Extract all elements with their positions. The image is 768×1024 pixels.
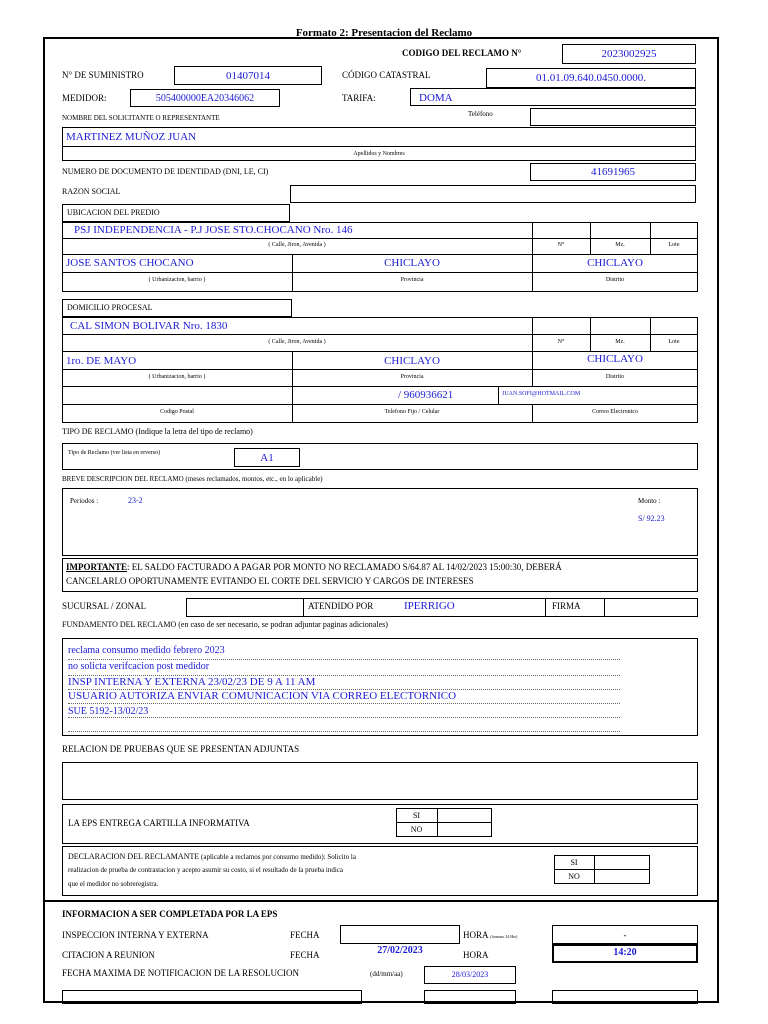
fundamento-line-1[interactable]: reclama consumo medido febrero 2023 <box>68 645 225 656</box>
declaracion-line2: realizacion de prueba de contrastacion y acepto asumir su costo, si el resultado de la prueba indica <box>68 866 344 874</box>
predio-label-box <box>62 204 290 222</box>
cartilla-si-checkbox[interactable] <box>437 808 492 822</box>
cartilla-si-label: SI <box>412 811 421 820</box>
domicilio-email-sub: Correo Electronico <box>592 409 638 415</box>
notificacion-fecha-field[interactable] <box>424 966 516 984</box>
declaracion-si-checkbox[interactable] <box>594 855 650 869</box>
tipo-reclamo-field[interactable] <box>234 448 300 467</box>
predio-urb-sub: ( Urbanizacion, barrio ) <box>148 277 206 283</box>
citacion-hora-field[interactable] <box>552 944 698 963</box>
medidor-value: 505400000EA20346062 <box>155 93 255 104</box>
importante-text1: : EL SALDO FACTURADO A PAGAR POR MONTO NO RECLAMADO S/64.87 AL 14/02/2023 15:00:30, DEBERÁ <box>127 562 562 572</box>
cartilla-label: LA EPS ENTREGA CARTILLA INFORMATIVA <box>68 818 250 828</box>
page-title: Formato 2: Presentacion del Reclamo <box>295 27 473 39</box>
catastral-label: CÓDIGO CATASTRAL <box>342 70 431 80</box>
eps-title: INFORMACION A SER COMPLETADA POR LA EPS <box>62 909 278 919</box>
declaracion-no-label: NO <box>568 872 580 881</box>
declaracion-lead: DECLARACION DEL RECLAMANTE <box>68 852 200 861</box>
domicilio-dist-sub: Distrito <box>605 374 625 380</box>
bottom-field-3[interactable] <box>552 990 698 1004</box>
descripcion-label: BREVE DESCRIPCION DEL RECLAMO (meses reclamados, montos, etc., en lo aplicable) <box>62 475 323 483</box>
periodos-label: Periodos : <box>70 497 99 505</box>
medidor-field[interactable] <box>130 89 280 107</box>
domicilio-urb-sub: ( Urbanizacion, barrio ) <box>148 374 206 380</box>
fundamento-line-4[interactable]: USUARIO AUTORIZA ENVIAR COMUNICACION VIA CORREO ELECTORNICO <box>68 690 457 702</box>
razon-social-field[interactable] <box>290 185 696 203</box>
atendido-value[interactable]: IPERRIGO <box>404 600 455 612</box>
catastral-field[interactable] <box>486 68 696 88</box>
periodos-value[interactable]: 23-2 <box>128 496 143 505</box>
notificacion-formato: (dd/mm/aa) <box>370 970 403 978</box>
inspeccion-fecha-label: FECHA <box>290 930 320 940</box>
citacion-hora-value: 14:20 <box>613 947 637 958</box>
medidor-label: MEDIDOR: <box>62 93 107 103</box>
tipo-reclamo-box <box>62 443 698 470</box>
domicilio-distrito-value[interactable]: CHICLAYO <box>587 353 643 365</box>
notificacion-label: FECHA MAXIMA DE NOTIFICACION DE LA RESOLUCION <box>62 968 300 978</box>
domicilio-calle-sub: ( Calle, Jiron, Avenida ) <box>268 339 326 345</box>
declaracion-line3: que el medidor no sobreregistra. <box>68 880 159 888</box>
bottom-field-2[interactable] <box>424 990 516 1004</box>
tipo-reclamo-label: TIPO DE RECLAMO (Indique la letra del tipo de reclamo) <box>62 427 253 436</box>
domicilio-lote-label: Lote <box>668 339 680 345</box>
declaracion-si-label: SI <box>570 858 578 867</box>
solicitante-sub: Apellidos y Nombres <box>353 151 405 157</box>
suministro-label: N° DE SUMINISTRO <box>62 70 144 80</box>
citacion-hora-label: HORA <box>463 950 489 960</box>
codigo-reclamo-label: CODIGO DEL RECLAMO N° <box>402 48 522 58</box>
domicilio-n-label: N° <box>557 339 565 345</box>
predio-distrito-value[interactable]: CHICLAYO <box>587 257 643 269</box>
tarifa-value: DOMA <box>419 92 453 104</box>
suministro-value: 01407014 <box>226 70 270 82</box>
cartilla-no-label: NO <box>410 825 423 834</box>
citacion-label: CITACION A REUNION <box>62 950 155 960</box>
domicilio-email-value[interactable]: JUAN.SOFI@HOTMAIL.COM <box>502 391 581 397</box>
inspeccion-label: INSPECCION INTERNA Y EXTERNA <box>62 930 209 940</box>
sucursal-field[interactable] <box>186 598 303 617</box>
telefono-label: Teléfono <box>468 110 493 118</box>
citacion-fecha-field[interactable] <box>340 944 460 962</box>
domicilio-tel-sub: Telefono Fijo / Celular <box>384 409 440 415</box>
predio-urb-value[interactable]: JOSE SANTOS CHOCANO <box>66 257 194 269</box>
pruebas-label: RELACION DE PRUEBAS QUE SE PRESENTAN ADJUNTAS <box>62 744 300 754</box>
domicilio-label-box <box>62 299 292 317</box>
tipo-reclamo-sub: Tipo de Reclamo (ver lista en reverso) <box>68 450 161 456</box>
suministro-field[interactable] <box>174 66 322 85</box>
codigo-reclamo-field[interactable] <box>562 44 696 64</box>
telefono-field[interactable] <box>530 108 696 126</box>
inspeccion-hora-value: - <box>623 930 627 940</box>
predio-lote-label: Lote <box>668 242 680 248</box>
importante-line2: CANCELARLO OPORTUNAMENTE EVITANDO EL CORTE DEL SERVICIO Y CARGOS DE INTERESES <box>66 576 474 586</box>
tarifa-label: TARIFA: <box>342 93 376 103</box>
catastral-value: 01.01.09.640.0450.0000. <box>536 72 646 84</box>
fundamento-line-5[interactable]: SUE 5192-13/02/23 <box>68 706 149 717</box>
citacion-fecha-value: 27/02/2023 <box>377 945 423 956</box>
predio-dist-sub: Distrito <box>605 277 625 283</box>
solicitante-value[interactable]: MARTINEZ MUÑOZ JUAN <box>66 131 197 143</box>
monto-label: Monto : <box>638 497 661 505</box>
domicilio-cp-sub: Codigo Postal <box>160 409 194 415</box>
solicitante-label: NOMBRE DEL SOLICITANTE O REPRESENTANTE <box>62 114 220 122</box>
declaracion-no-checkbox[interactable] <box>594 869 650 884</box>
fundamento-line-3[interactable]: INSP INTERNA Y EXTERNA 23/02/23 DE 9 A 11 AM <box>68 676 316 688</box>
declaracion-line1 <box>68 853 356 861</box>
fundamento-line-2[interactable]: no solicta verifcacion post medidor <box>68 661 210 672</box>
pruebas-field[interactable] <box>62 762 698 800</box>
predio-mz-label: Mz. <box>615 242 625 248</box>
notificacion-fecha-value: 28/03/2023 <box>451 970 489 979</box>
domicilio-mz-label: Mz. <box>615 339 625 345</box>
predio-prov-sub: Provincia <box>400 277 424 283</box>
domicilio-provincia-value[interactable]: CHICLAYO <box>384 355 440 367</box>
domicilio-label: DOMICILIO PROCESAL <box>67 303 153 312</box>
domicilio-box <box>62 317 698 423</box>
predio-label: UBICACION DEL PREDIO <box>67 208 160 217</box>
tarifa-field[interactable] <box>410 88 696 106</box>
inspeccion-fecha-field[interactable] <box>340 925 460 944</box>
predio-calle-sub: ( Calle, Jiron, Avenida ) <box>268 242 326 248</box>
descripcion-box <box>62 488 698 556</box>
bottom-field-1[interactable] <box>62 990 362 1004</box>
codigo-reclamo-value: 2023002925 <box>601 48 657 60</box>
documento-field[interactable] <box>530 163 696 181</box>
inspeccion-hora-field[interactable] <box>552 925 698 944</box>
hora-format-note: (formato 24 Hrs) <box>490 934 518 939</box>
predio-n-label: N° <box>557 242 565 248</box>
fundamento-label: FUNDAMENTO DEL RECLAMO (en caso de ser necesario, se podran adjuntar paginas adicionales) <box>62 620 388 629</box>
documento-label: NUMERO DE DOCUMENTO DE IDENTIDAD (DNI, LE, CI) <box>62 167 269 176</box>
predio-calle-value[interactable]: PSJ INDEPENDENCIA - P.J JOSE STO.CHOCANO Nro. 146 <box>74 224 353 236</box>
firma-label: FIRMA <box>552 601 581 611</box>
domicilio-telefono-value[interactable]: / 960936621 <box>398 389 454 401</box>
inspeccion-hora-text: HORA <box>463 930 489 940</box>
atendido-label: ATENDIDO POR <box>308 601 374 611</box>
razon-social-label: RAZON SOCIAL <box>62 187 121 196</box>
tipo-reclamo-value: A1 <box>260 452 274 464</box>
domicilio-calle-value[interactable]: CAL SIMON BOLIVAR Nro. 1830 <box>70 320 228 332</box>
documento-value: 41691965 <box>591 166 635 178</box>
importante-line1 <box>66 563 562 572</box>
monto-value[interactable]: S/ 92.23 <box>638 514 665 523</box>
sucursal-label: SUCURSAL / ZONAL <box>62 601 147 611</box>
firma-field[interactable] <box>604 598 698 617</box>
domicilio-urb-value[interactable]: 1ro. DE MAYO <box>66 355 137 367</box>
domicilio-prov-sub: Provincia <box>400 374 424 380</box>
inspeccion-hora-label <box>463 931 517 940</box>
declaracion-text1: (aplicable a reclamos por consumo medido): Solicito la <box>199 853 356 861</box>
cartilla-no-checkbox[interactable] <box>437 822 492 837</box>
citacion-fecha-label: FECHA <box>290 950 320 960</box>
predio-provincia-value[interactable]: CHICLAYO <box>384 257 440 269</box>
importante-lead: IMPORTANTE <box>66 562 128 572</box>
